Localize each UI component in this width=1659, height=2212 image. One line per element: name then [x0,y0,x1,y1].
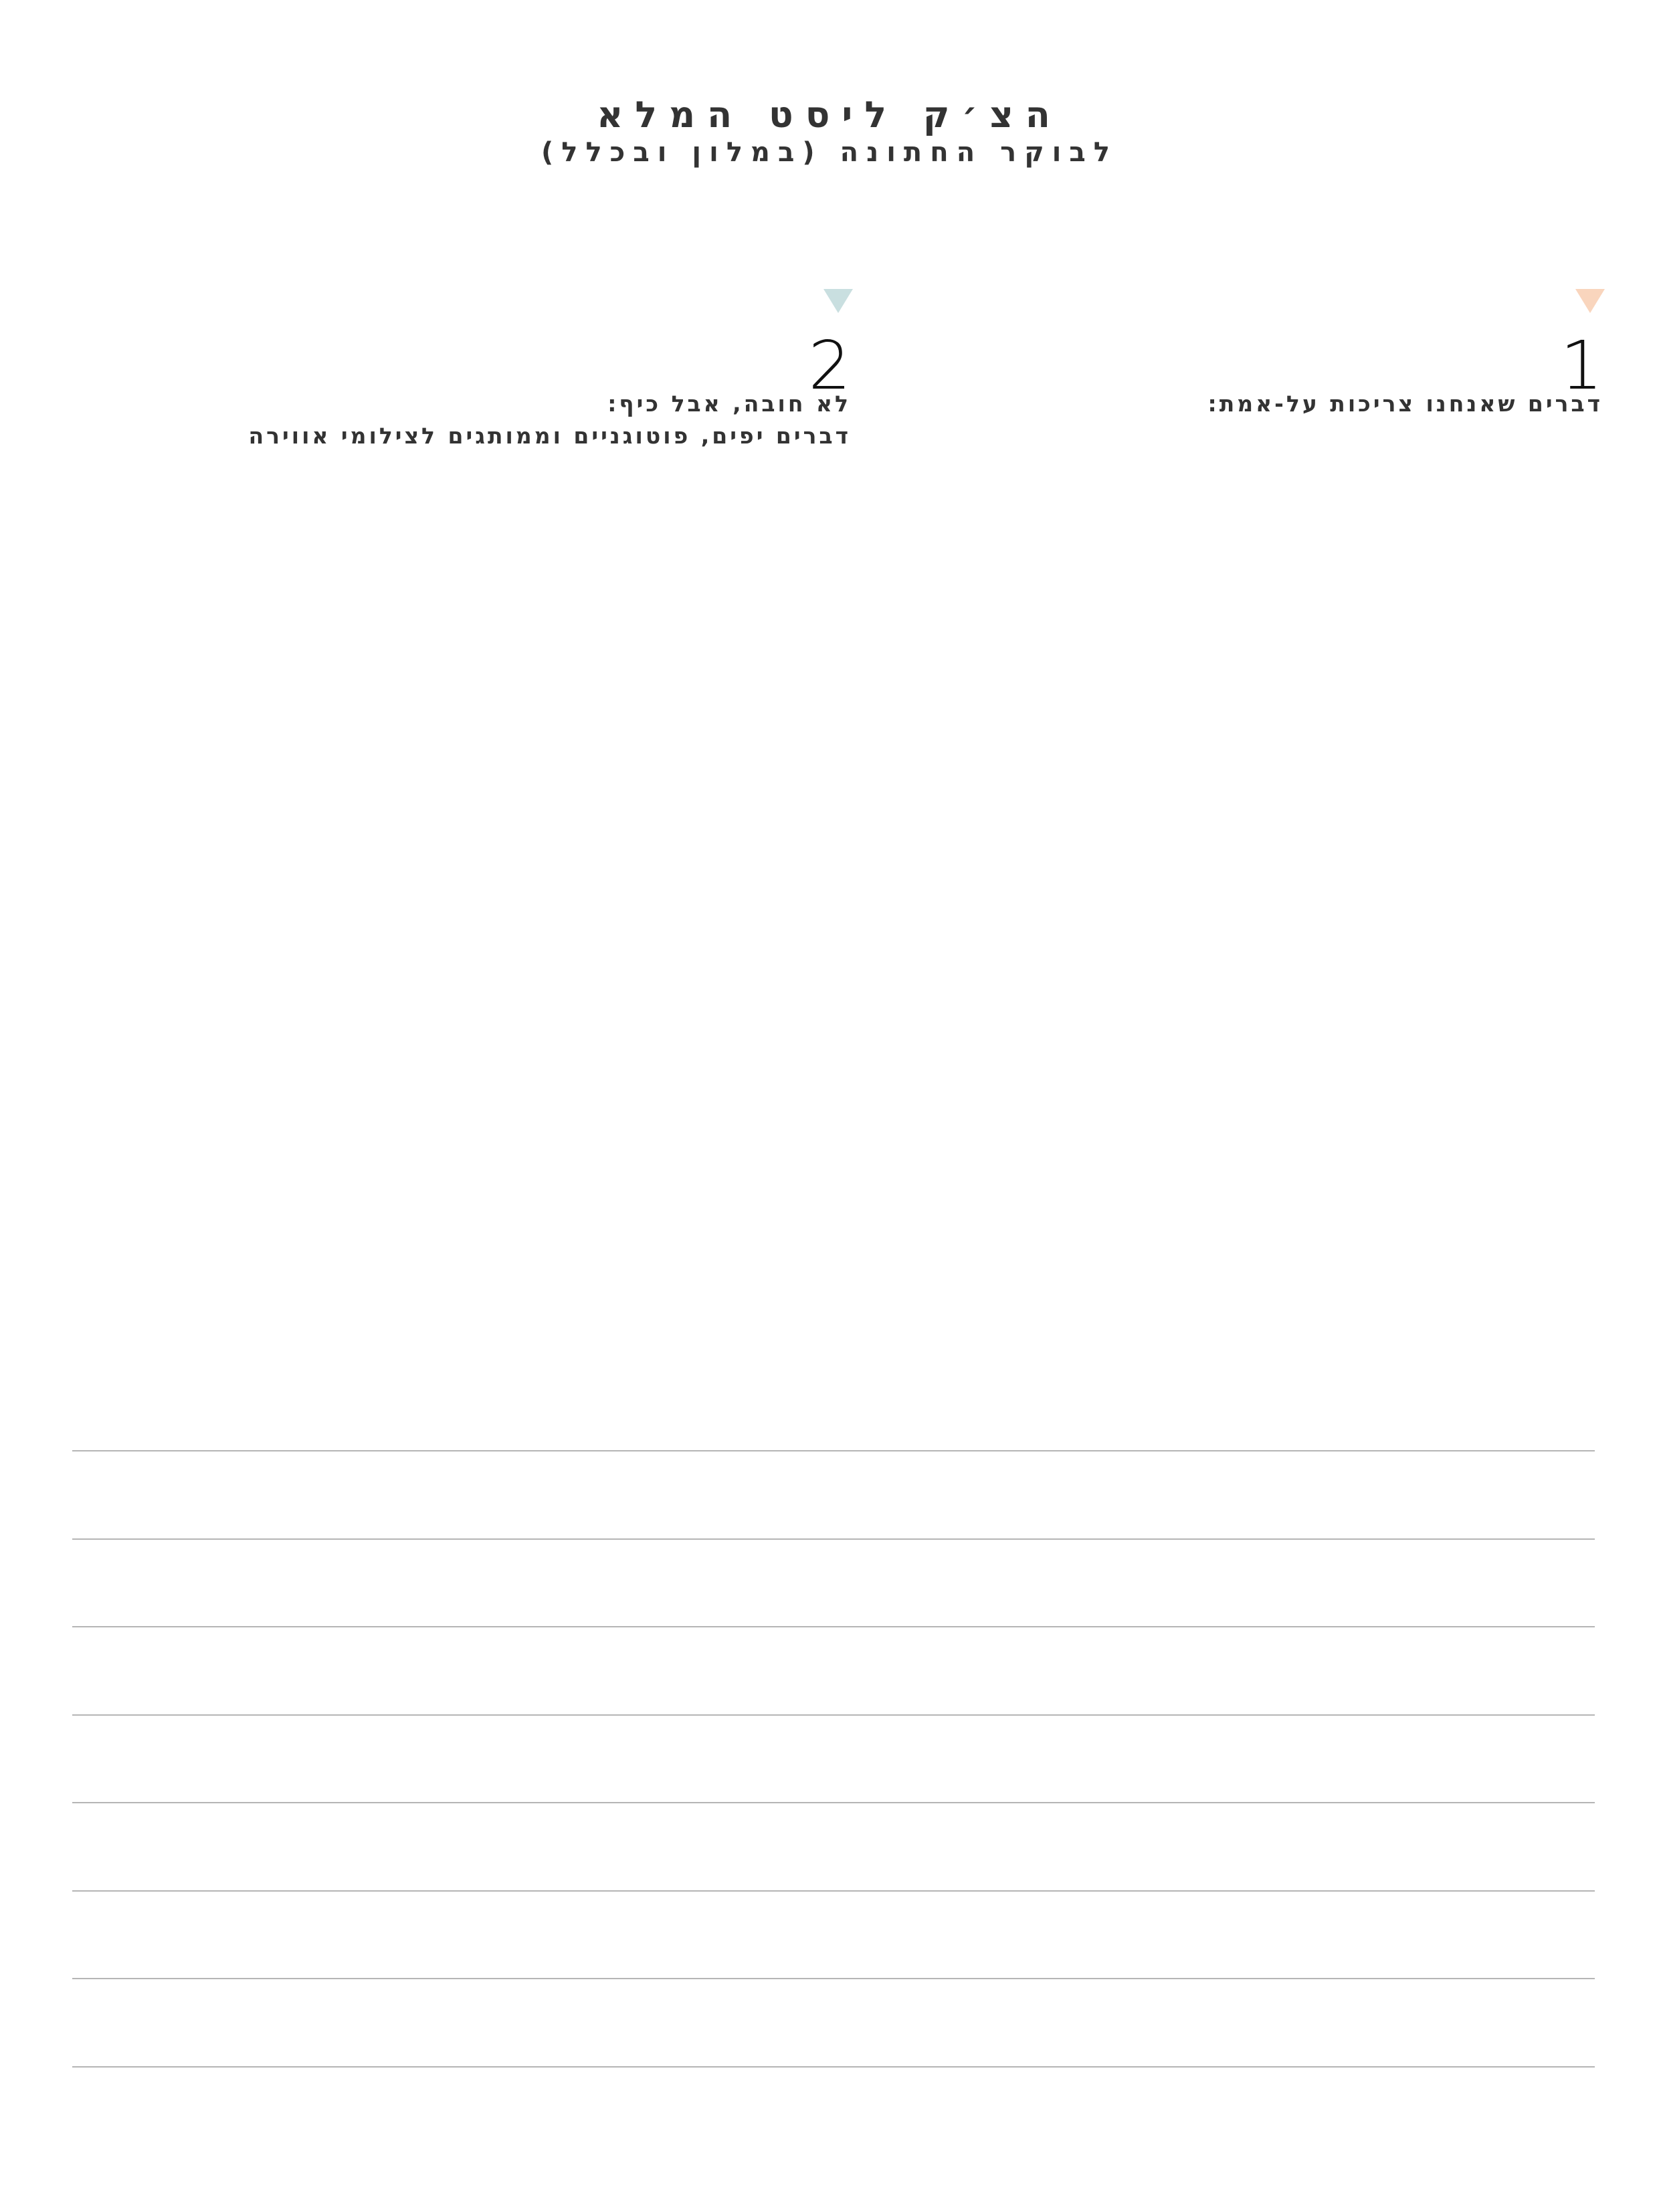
section-1-number: 1 [1560,326,1603,405]
note-line [72,1538,1595,1540]
section-2-heading: לא חובה, אבל כיף: [607,391,851,417]
note-line [72,1626,1595,1627]
note-line [72,1890,1595,1892]
section-2-subheading: דברים יפים, פוטוגניים וממותגים לצילומי אווירה [248,423,851,449]
section-1-triangle-marker [1575,289,1605,313]
section-1-heading: דברים שאנחנו צריכות על-אמת: [1207,391,1603,417]
section-2-number: 2 [808,326,851,405]
page-subtitle: לבוקר החתונה (במלון ובכלל) [541,137,1118,168]
note-line [72,2066,1595,2068]
page-title: הצ׳ק ליסט המלא [597,94,1062,136]
note-line [72,1714,1595,1716]
note-line [72,1802,1595,1803]
note-line [72,1978,1595,1979]
section-2-triangle-marker [823,289,853,313]
note-line [72,1450,1595,1451]
